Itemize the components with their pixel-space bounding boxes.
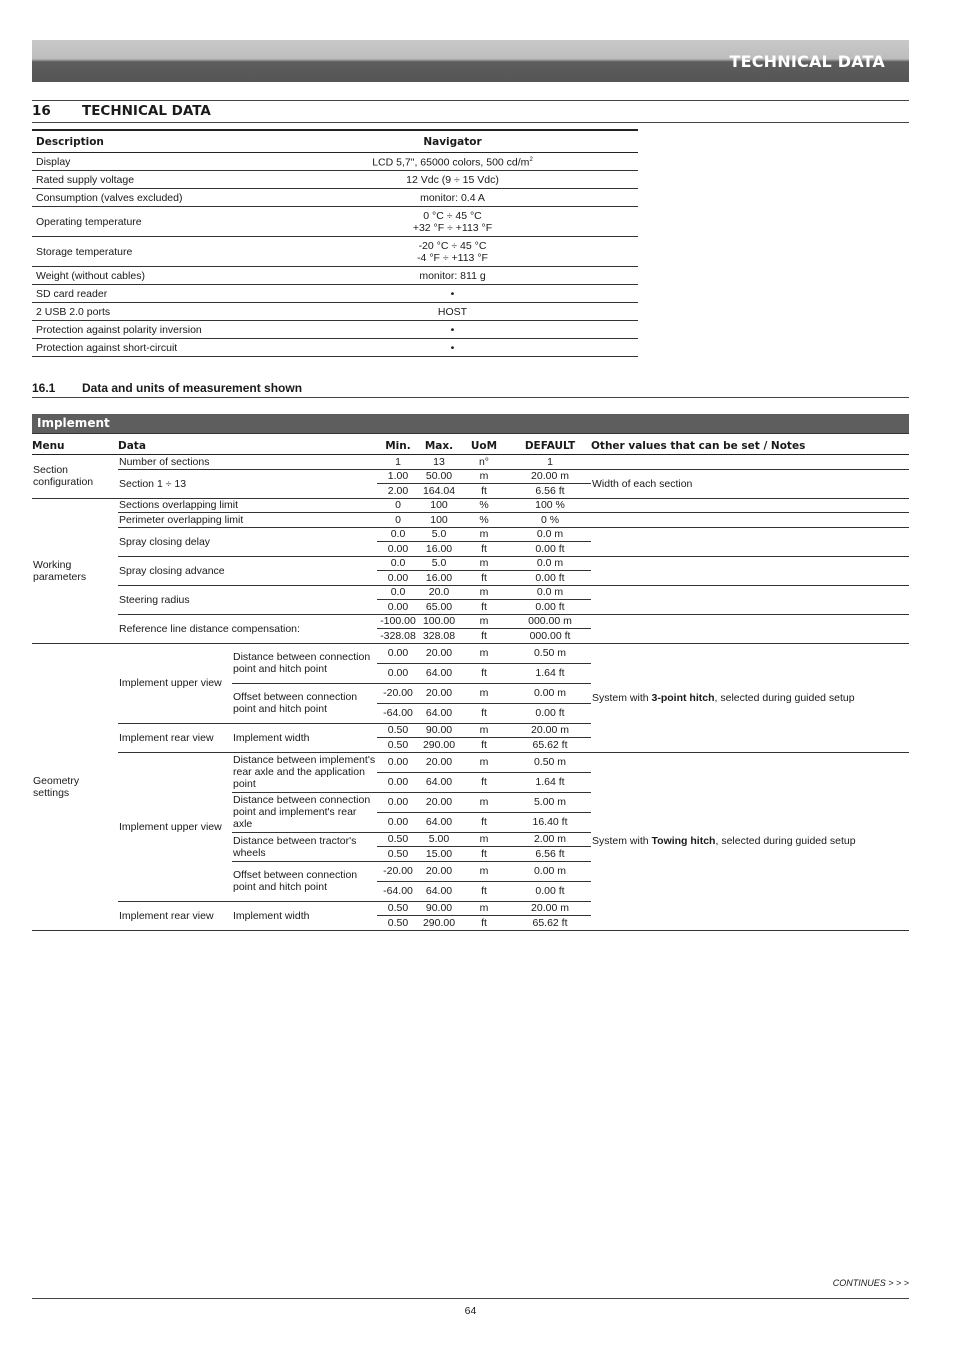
spec-desc: Storage temperature bbox=[32, 237, 267, 267]
max-value: 64.00 bbox=[419, 663, 459, 683]
spec-header-row bbox=[32, 130, 638, 153]
table-row bbox=[32, 585, 909, 600]
default-value: 0.00 m bbox=[509, 861, 591, 881]
default-value: 0.50 m bbox=[509, 643, 591, 663]
max-value: 20.00 bbox=[419, 792, 459, 812]
min-value: 0.00 bbox=[377, 792, 419, 812]
footer-divider bbox=[32, 1298, 909, 1299]
uom-value: m bbox=[459, 527, 509, 542]
spec-desc: Consumption (valves excluded) bbox=[32, 189, 267, 207]
spec-value: monitor: 0.4 A bbox=[267, 189, 638, 207]
col-min: Min. bbox=[377, 438, 419, 455]
header-banner bbox=[32, 40, 909, 82]
spec-row bbox=[32, 267, 638, 285]
uom-value: ft bbox=[459, 600, 509, 615]
max-value: 90.00 bbox=[419, 901, 459, 916]
spec-row bbox=[32, 153, 638, 171]
max-value: 5.0 bbox=[419, 527, 459, 542]
notes-cell: Width of each section bbox=[591, 469, 909, 498]
min-value: 0.50 bbox=[377, 723, 419, 738]
uom-value: m bbox=[459, 614, 509, 629]
spec-row bbox=[32, 189, 638, 207]
default-value: 5.00 m bbox=[509, 792, 591, 812]
default-value: 2.00 m bbox=[509, 832, 591, 847]
min-value: 0 bbox=[377, 498, 419, 513]
spec-value-text: LCD 5,7", 65000 colors, 500 cd/m bbox=[372, 156, 530, 169]
min-value: 0 bbox=[377, 513, 419, 528]
data-label: Section 1 ÷ 13 bbox=[118, 469, 377, 498]
implement-bar bbox=[32, 414, 909, 434]
notes-cell bbox=[591, 752, 909, 930]
default-value: 16.40 ft bbox=[509, 812, 591, 832]
uom-value: m bbox=[459, 832, 509, 847]
min-value: -100.00 bbox=[377, 614, 419, 629]
max-value: 20.00 bbox=[419, 861, 459, 881]
uom-value: % bbox=[459, 498, 509, 513]
spec-value-sup: 2 bbox=[529, 157, 533, 164]
spec-row bbox=[32, 237, 638, 267]
default-value: 0.00 ft bbox=[509, 881, 591, 901]
continues-note: CONTINUES > > > bbox=[832, 1278, 909, 1288]
table-row bbox=[32, 455, 909, 470]
data-sublabel: Offset between connection point and hitch point bbox=[232, 861, 377, 901]
min-value: 0.50 bbox=[377, 738, 419, 753]
default-value: 0.00 ft bbox=[509, 542, 591, 557]
spec-value bbox=[267, 237, 638, 267]
max-value: 64.00 bbox=[419, 772, 459, 792]
spec-value bbox=[267, 207, 638, 237]
max-value: 64.00 bbox=[419, 881, 459, 901]
default-value: 1.64 ft bbox=[509, 772, 591, 792]
subsection-heading bbox=[32, 380, 909, 398]
spec-desc: Display bbox=[32, 153, 267, 171]
default-value: 100 % bbox=[509, 498, 591, 513]
default-value: 1.64 ft bbox=[509, 663, 591, 683]
notes-text: , selected during guided setup bbox=[714, 691, 855, 704]
data-label: Implement rear view bbox=[118, 723, 232, 752]
default-value: 65.62 ft bbox=[509, 916, 591, 931]
table-row bbox=[32, 614, 909, 629]
data-label: Implement upper view bbox=[118, 752, 232, 901]
default-value: 6.56 ft bbox=[509, 847, 591, 862]
max-value: 290.00 bbox=[419, 738, 459, 753]
spec-desc: 2 USB 2.0 ports bbox=[32, 303, 267, 321]
max-value: 328.08 bbox=[419, 629, 459, 644]
spec-value: monitor: 811 g bbox=[267, 267, 638, 285]
uom-value: m bbox=[459, 752, 509, 772]
default-value: 65.62 ft bbox=[509, 738, 591, 753]
notes-cell bbox=[591, 556, 909, 585]
implement-header-row bbox=[32, 438, 909, 455]
spec-value: • bbox=[267, 339, 638, 357]
min-value: -20.00 bbox=[377, 683, 419, 703]
default-value: 0.00 m bbox=[509, 683, 591, 703]
implement-bar-title: Implement bbox=[37, 416, 110, 430]
table-row bbox=[32, 513, 909, 528]
data-label: Implement upper view bbox=[118, 643, 232, 723]
default-value: 20.00 m bbox=[509, 901, 591, 916]
notes-cell bbox=[591, 643, 909, 752]
min-value: -20.00 bbox=[377, 861, 419, 881]
uom-value: ft bbox=[459, 847, 509, 862]
data-label: Sections overlapping limit bbox=[118, 498, 377, 513]
banner-title: TECHNICAL DATA bbox=[729, 52, 885, 71]
data-label: Number of sections bbox=[119, 455, 210, 468]
menu-section-configuration: Section configuration bbox=[33, 464, 94, 489]
spec-value: HOST bbox=[267, 303, 638, 321]
min-value: -328.08 bbox=[377, 629, 419, 644]
max-value: 20.00 bbox=[419, 683, 459, 703]
uom-value: ft bbox=[459, 571, 509, 586]
uom-value: ft bbox=[459, 484, 509, 499]
min-value: -64.00 bbox=[377, 703, 419, 723]
table-row bbox=[32, 643, 909, 663]
section-heading bbox=[32, 100, 909, 123]
data-sublabel: Distance between tractor's wheels bbox=[232, 832, 377, 861]
subsection-number: 16.1 bbox=[32, 381, 56, 395]
spec-row bbox=[32, 171, 638, 189]
min-value: 0.50 bbox=[377, 847, 419, 862]
spec-row bbox=[32, 285, 638, 303]
uom-value: ft bbox=[459, 738, 509, 753]
min-value: 0.00 bbox=[377, 600, 419, 615]
notes-cell bbox=[591, 527, 909, 556]
data-sublabel: Implement width bbox=[232, 901, 377, 930]
max-value: 290.00 bbox=[419, 916, 459, 931]
max-value: 20.0 bbox=[419, 585, 459, 600]
spec-value-line2: +32 °F ÷ +113 °F bbox=[412, 221, 493, 234]
spec-desc: Protection against polarity inversion bbox=[32, 321, 267, 339]
min-value: 0.00 bbox=[377, 571, 419, 586]
uom-value: m bbox=[459, 792, 509, 812]
default-value: 20.00 m bbox=[509, 469, 591, 484]
uom-value: ft bbox=[459, 772, 509, 792]
data-sublabel: Distance between implement's rear axle and the application point bbox=[233, 754, 376, 790]
max-value: 65.00 bbox=[419, 600, 459, 615]
spec-desc: SD card reader bbox=[32, 285, 267, 303]
max-value: 64.00 bbox=[419, 812, 459, 832]
notes-cell bbox=[591, 498, 909, 513]
uom-value: m bbox=[459, 723, 509, 738]
min-value: 0.50 bbox=[377, 832, 419, 847]
col-uom: UoM bbox=[459, 438, 509, 455]
table-row bbox=[32, 498, 909, 513]
max-value: 90.00 bbox=[419, 723, 459, 738]
uom-value: n° bbox=[478, 455, 490, 468]
data-sublabel: Distance between connection point and implement's rear axle bbox=[232, 792, 377, 832]
data-label: Implement rear view bbox=[118, 901, 232, 930]
spec-value-line1: 0 °C ÷ 45 °C bbox=[423, 209, 482, 222]
spec-table bbox=[32, 129, 638, 357]
col-menu: Menu bbox=[32, 438, 118, 455]
data-sublabel: Distance between connection point and hitch point bbox=[232, 643, 377, 683]
uom-value: ft bbox=[459, 629, 509, 644]
min-value: 1 bbox=[395, 455, 401, 468]
max-value: 15.00 bbox=[419, 847, 459, 862]
min-value: 0.50 bbox=[377, 916, 419, 931]
notes-cell bbox=[591, 455, 909, 470]
notes-bold: 3-point hitch bbox=[651, 691, 715, 704]
max-value: 100.00 bbox=[419, 614, 459, 629]
notes-bold: Towing hitch bbox=[651, 835, 716, 847]
uom-value: % bbox=[459, 513, 509, 528]
data-label: Perimeter overlapping limit bbox=[118, 513, 377, 528]
data-label: Steering radius bbox=[118, 585, 377, 614]
notes-cell bbox=[591, 513, 909, 528]
min-value: 0.0 bbox=[377, 556, 419, 571]
spec-value-line2: -4 °F ÷ +113 °F bbox=[417, 251, 488, 264]
max-value: 5.00 bbox=[419, 832, 459, 847]
col-max: Max. bbox=[419, 438, 459, 455]
default-value: 0.00 ft bbox=[509, 600, 591, 615]
spec-value: • bbox=[267, 321, 638, 339]
notes-text: , selected during guided setup bbox=[715, 835, 856, 847]
menu-working-parameters: Working parameters bbox=[32, 498, 118, 643]
uom-value: ft bbox=[459, 703, 509, 723]
menu-geometry-settings: Geometry settings bbox=[32, 643, 118, 930]
implement-table bbox=[32, 438, 909, 931]
min-value: 0.0 bbox=[377, 585, 419, 600]
uom-value: m bbox=[459, 683, 509, 703]
default-value: 0.50 m bbox=[509, 752, 591, 772]
default-value: 000.00 m bbox=[509, 614, 591, 629]
default-value: 0.0 m bbox=[509, 527, 591, 542]
uom-value: ft bbox=[459, 916, 509, 931]
section-number: 16 bbox=[32, 103, 51, 119]
max-value: 50.00 bbox=[419, 469, 459, 484]
default-value: 20.00 m bbox=[509, 723, 591, 738]
min-value: 0.00 bbox=[377, 812, 419, 832]
spec-value bbox=[267, 153, 638, 171]
default-value: 6.56 ft bbox=[509, 484, 591, 499]
uom-value: m bbox=[459, 861, 509, 881]
data-label: Spray closing advance bbox=[118, 556, 377, 585]
spec-value: 12 Vdc (9 ÷ 15 Vdc) bbox=[267, 171, 638, 189]
max-value: 100 bbox=[419, 513, 459, 528]
uom-value: ft bbox=[459, 812, 509, 832]
subsection-title: Data and units of measurement shown bbox=[82, 381, 303, 395]
uom-value: ft bbox=[459, 881, 509, 901]
spec-header-navigator: Navigator bbox=[267, 130, 638, 153]
min-value: 1.00 bbox=[377, 469, 419, 484]
notes-cell bbox=[591, 614, 909, 643]
notes-text: System with bbox=[592, 835, 652, 847]
notes-text: System with bbox=[592, 691, 652, 704]
col-data: Data bbox=[118, 438, 377, 455]
default-value: 0.0 m bbox=[509, 585, 591, 600]
max-value: 20.00 bbox=[419, 643, 459, 663]
page-number: 64 bbox=[464, 1305, 477, 1317]
table-row bbox=[32, 556, 909, 571]
min-value: 0.00 bbox=[377, 752, 419, 772]
min-value: 0.00 bbox=[377, 772, 419, 792]
spec-row bbox=[32, 303, 638, 321]
table-row bbox=[32, 752, 909, 772]
data-sublabel: Offset between connection point and hitch point bbox=[232, 683, 377, 723]
spec-value: • bbox=[267, 285, 638, 303]
max-value: 100 bbox=[419, 498, 459, 513]
max-value: 20.00 bbox=[419, 752, 459, 772]
min-value: -64.00 bbox=[377, 881, 419, 901]
section-title: TECHNICAL DATA bbox=[82, 103, 211, 119]
min-value: 0.00 bbox=[377, 663, 419, 683]
uom-value: m bbox=[459, 585, 509, 600]
col-notes: Other values that can be set / Notes bbox=[591, 438, 909, 455]
spec-desc: Weight (without cables) bbox=[32, 267, 267, 285]
data-sublabel: Implement width bbox=[232, 723, 377, 752]
max-value: 13 bbox=[433, 455, 445, 468]
uom-value: ft bbox=[459, 542, 509, 557]
default-value: 0 % bbox=[509, 513, 591, 528]
default-value: 0.0 m bbox=[509, 556, 591, 571]
table-row bbox=[32, 469, 909, 484]
spec-row bbox=[32, 321, 638, 339]
min-value: 0.50 bbox=[377, 901, 419, 916]
spec-row bbox=[32, 339, 638, 357]
max-value: 64.00 bbox=[419, 703, 459, 723]
default-value: 000.00 ft bbox=[509, 629, 591, 644]
default-value: 1 bbox=[547, 455, 553, 468]
data-label: Reference line distance compensation: bbox=[118, 614, 377, 643]
min-value: 0.00 bbox=[377, 643, 419, 663]
uom-value: ft bbox=[459, 663, 509, 683]
col-default: DEFAULT bbox=[509, 438, 591, 455]
max-value: 16.00 bbox=[419, 542, 459, 557]
spec-desc: Rated supply voltage bbox=[32, 171, 267, 189]
uom-value: m bbox=[459, 469, 509, 484]
spec-desc: Protection against short-circuit bbox=[32, 339, 267, 357]
max-value: 164.04 bbox=[419, 484, 459, 499]
uom-value: m bbox=[459, 901, 509, 916]
default-value: 0.00 ft bbox=[509, 571, 591, 586]
uom-value: m bbox=[459, 556, 509, 571]
spec-value-line1: -20 °C ÷ 45 °C bbox=[418, 239, 487, 252]
default-value: 0.00 ft bbox=[509, 703, 591, 723]
spec-row bbox=[32, 207, 638, 237]
min-value: 0.0 bbox=[377, 527, 419, 542]
table-row bbox=[32, 527, 909, 542]
notes-cell bbox=[591, 585, 909, 614]
max-value: 5.0 bbox=[419, 556, 459, 571]
uom-value: m bbox=[459, 643, 509, 663]
max-value: 16.00 bbox=[419, 571, 459, 586]
data-label: Spray closing delay bbox=[118, 527, 377, 556]
spec-desc: Operating temperature bbox=[32, 207, 267, 237]
min-value: 0.00 bbox=[377, 542, 419, 557]
spec-header-description: Description bbox=[32, 130, 267, 153]
min-value: 2.00 bbox=[377, 484, 419, 499]
